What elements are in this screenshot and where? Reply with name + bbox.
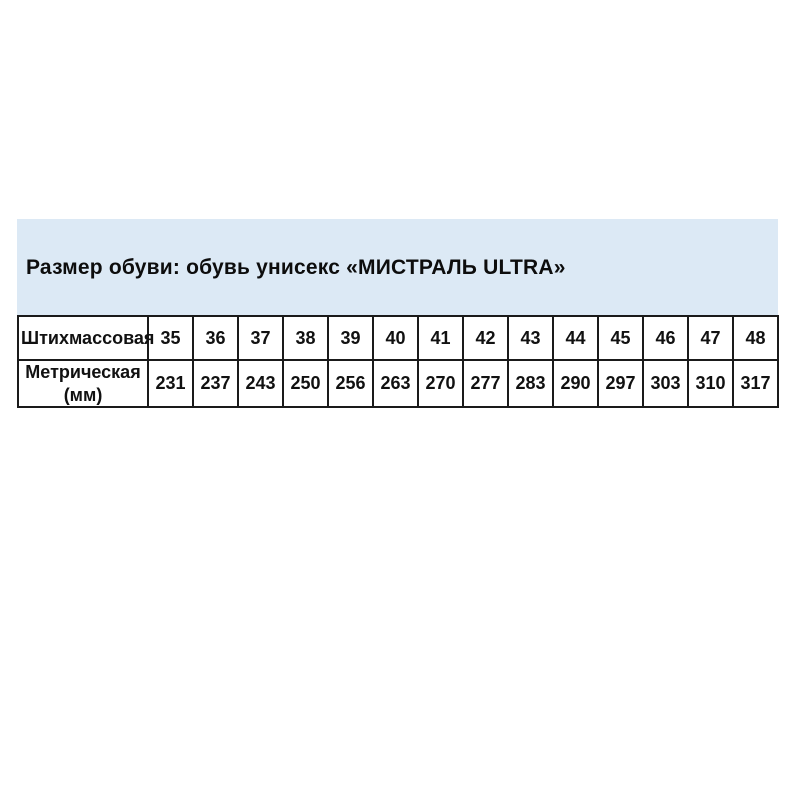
size-cell: 48	[733, 316, 778, 360]
mm-cell: 270	[418, 360, 463, 407]
size-cell: 36	[193, 316, 238, 360]
size-cell: 43	[508, 316, 553, 360]
title-band	[17, 219, 778, 316]
row-label-scale: Штихмассовая	[18, 316, 148, 360]
size-cell: 47	[688, 316, 733, 360]
mm-cell: 297	[598, 360, 643, 407]
mm-cell: 283	[508, 360, 553, 407]
size-cell: 45	[598, 316, 643, 360]
mm-cell: 231	[148, 360, 193, 407]
table-row-metric	[18, 360, 778, 407]
size-cell: 41	[418, 316, 463, 360]
size-cell: 38	[283, 316, 328, 360]
mm-cell: 303	[643, 360, 688, 407]
row-label-metric: Метрическая (мм)	[18, 360, 148, 407]
size-cell: 35	[148, 316, 193, 360]
mm-cell: 250	[283, 360, 328, 407]
page-title: Размер обуви: обувь унисекс «МИСТРАЛЬ ULTRA»	[26, 255, 566, 279]
mm-cell: 263	[373, 360, 418, 407]
size-cell: 46	[643, 316, 688, 360]
mm-cell: 243	[238, 360, 283, 407]
size-cell: 44	[553, 316, 598, 360]
mm-cell: 317	[733, 360, 778, 407]
mm-cell: 310	[688, 360, 733, 407]
shoe-size-table	[17, 315, 779, 408]
mm-cell: 256	[328, 360, 373, 407]
size-cell: 39	[328, 316, 373, 360]
size-cell: 42	[463, 316, 508, 360]
size-cell: 37	[238, 316, 283, 360]
table-row-sizes	[18, 316, 778, 360]
mm-cell: 237	[193, 360, 238, 407]
size-cell: 40	[373, 316, 418, 360]
mm-cell: 290	[553, 360, 598, 407]
mm-cell: 277	[463, 360, 508, 407]
